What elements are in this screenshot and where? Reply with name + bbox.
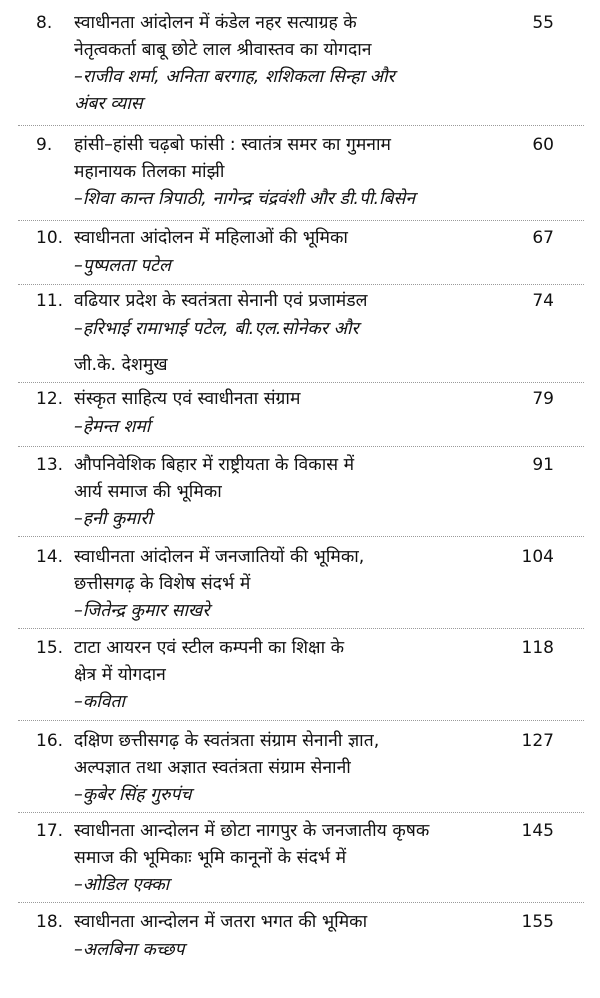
entry-separator: [18, 902, 584, 903]
entry-title[interactable]: [74, 225, 514, 252]
entry-authors: [74, 598, 524, 625]
entry-separator: [18, 720, 584, 721]
page-number: 145: [521, 821, 554, 841]
entry-author-line: –हनी कुमारी: [74, 509, 152, 529]
page-number: 60: [532, 135, 554, 155]
entry-title[interactable]: [74, 452, 514, 506]
entry-title[interactable]: [74, 544, 514, 598]
entry-author-line: अंबर व्यास: [74, 94, 143, 114]
entry-number: 11.: [36, 291, 64, 311]
entry-author-line: –अलबिना कच्छप: [74, 940, 185, 960]
page-number: 74: [532, 291, 554, 311]
entry-title[interactable]: [74, 132, 514, 186]
entry-title[interactable]: [74, 10, 514, 64]
entry-number: 17.: [36, 821, 64, 841]
entry-author-line: –कविता: [74, 692, 125, 712]
entry-separator: [18, 382, 584, 383]
entry-author-line: –कुबेर सिंह गुरुपंच: [74, 785, 192, 805]
entry-title-line: हांसी–हांसी चढ़बो फांसी : स्वातंत्र समर का गुमनाम: [74, 135, 391, 155]
entry-title-line: समाज की भूमिकाः भूमि कानूनों के संदर्भ में: [74, 848, 347, 868]
entry-title-line: संस्कृत साहित्य एवं स्वाधीनता संग्राम: [74, 389, 301, 409]
entry-author-line: –जितेन्द्र कुमार साखरे: [74, 601, 210, 621]
entry-author-line: जी.के. देशमुख: [74, 355, 168, 375]
entry-title-line: औपनिवेशिक बिहार में राष्ट्रीयता के विकास में: [74, 455, 355, 475]
entry-separator: [18, 284, 584, 285]
entry-title-line: स्वाधीनता आंदोलन में महिलाओं की भूमिका: [74, 228, 348, 248]
page-number: 91: [532, 455, 554, 475]
page-number: 67: [532, 228, 554, 248]
entry-title-line: नेतृत्वकर्ता बाबू छोटे लाल श्रीवास्तव का योगदान: [74, 40, 372, 60]
entry-title-line: महानायक तिलका मांझी: [74, 162, 225, 182]
entry-title[interactable]: [74, 386, 514, 413]
entry-separator: [18, 220, 584, 221]
entry-authors: [74, 414, 524, 441]
entry-title[interactable]: [74, 909, 514, 936]
entry-author-line: –राजीव शर्मा, अनिता बरगाह, शशिकला सिन्हा और: [74, 67, 395, 87]
entry-number: 10.: [36, 228, 64, 248]
entry-number: 12.: [36, 389, 64, 409]
entry-authors: [74, 316, 524, 379]
entry-number: 16.: [36, 731, 64, 751]
entry-title-line: स्वाधीनता आंदोलन में कंडेल नहर सत्याग्रह के: [74, 13, 357, 33]
entry-separator: [18, 812, 584, 813]
page-number: 79: [532, 389, 554, 409]
entry-title-line: छत्तीसगढ़ के विशेष संदर्भ में: [74, 574, 251, 594]
entry-title-line: स्वाधीनता आन्दोलन में छोटा नागपुर के जनजातीय कृषक: [74, 821, 430, 841]
entry-number: 13.: [36, 455, 64, 475]
entry-author-line: –पुष्पलता पटेल: [74, 256, 171, 276]
entry-separator: [18, 628, 584, 629]
entry-authors: [74, 782, 524, 809]
entry-authors: [74, 872, 524, 899]
entry-authors: [74, 186, 524, 213]
entry-author-line: –हरिभाई रामाभाई पटेल, बी.एल.सोनेकर और: [74, 319, 359, 339]
entry-number: 18.: [36, 912, 64, 932]
entry-author-line: –ओडिल एक्का: [74, 875, 170, 895]
entry-authors: [74, 253, 524, 280]
entry-title-line: अल्पज्ञात तथा अज्ञात स्वतंत्रता संग्राम सेनानी: [74, 758, 351, 778]
entry-title-line: दक्षिण छत्तीसगढ़ के स्वतंत्रता संग्राम सेनानी ज्ञात,: [74, 731, 380, 751]
entry-author-line: –शिवा कान्त त्रिपाठी, नागेन्द्र चंद्रवंशी और डी.पी.बिसेन: [74, 189, 416, 209]
entry-authors: [74, 64, 524, 118]
entry-number: 9.: [36, 135, 53, 155]
page-number: 104: [521, 547, 554, 567]
entry-title[interactable]: [74, 288, 514, 315]
page-number: 155: [521, 912, 554, 932]
page-number: 55: [532, 13, 554, 33]
entry-title-line: टाटा आयरन एवं स्टील कम्पनी का शिक्षा के: [74, 638, 345, 658]
entry-title-line: स्वाधीनता आंदोलन में जनजातियों की भूमिका,: [74, 547, 365, 567]
entry-authors: [74, 689, 524, 716]
entry-author-line: –हेमन्त शर्मा: [74, 417, 151, 437]
page-number: 118: [521, 638, 554, 658]
entry-title-line: वढियार प्रदेश के स्वतंत्रता सेनानी एवं प्रजामंडल: [74, 291, 368, 311]
page-number: 127: [521, 731, 554, 751]
entry-title[interactable]: [74, 728, 514, 782]
entry-separator: [18, 125, 584, 126]
entry-number: 14.: [36, 547, 64, 567]
entry-title-line: आर्य समाज की भूमिका: [74, 482, 222, 502]
entry-authors: [74, 937, 524, 964]
entry-title[interactable]: [74, 818, 514, 872]
entry-number: 8.: [36, 13, 53, 33]
entry-title-line: क्षेत्र में योगदान: [74, 665, 166, 685]
entry-separator: [18, 446, 584, 447]
entry-number: 15.: [36, 638, 64, 658]
entry-title[interactable]: [74, 635, 514, 689]
entry-authors: [74, 506, 524, 533]
entry-title-line: स्वाधीनता आन्दोलन में जतरा भगत की भूमिका: [74, 912, 368, 932]
entry-separator: [18, 536, 584, 537]
